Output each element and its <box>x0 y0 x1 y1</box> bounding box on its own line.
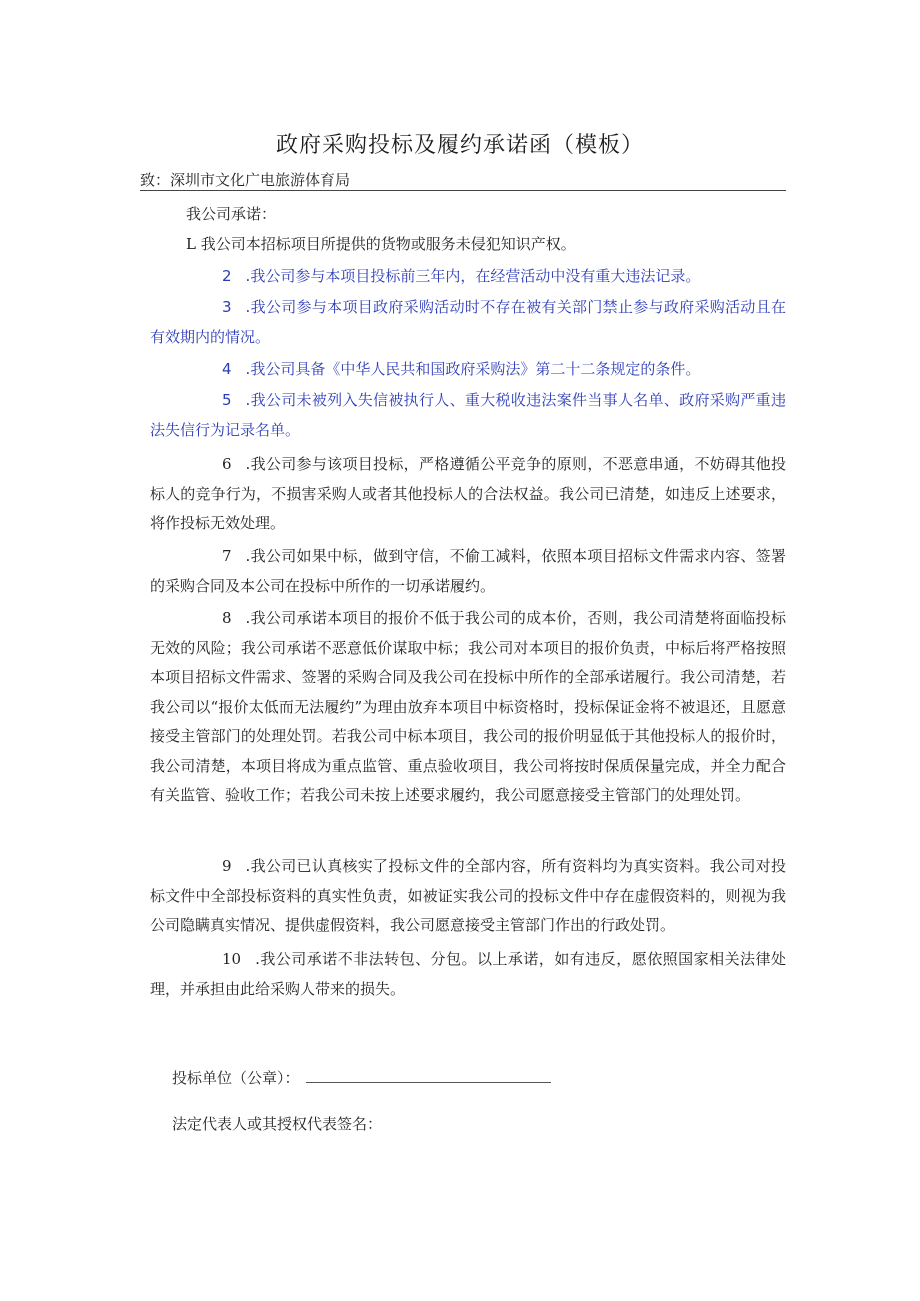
item-text: .我公司参与本项目投标前三年内，在经营活动中没有重大违法记录。 <box>245 267 701 285</box>
item-number: 7 <box>222 547 232 565</box>
list-item <box>150 945 786 1004</box>
item-number: 4 <box>222 360 232 378</box>
item-number: 3 <box>222 298 232 316</box>
list-item <box>150 852 786 941</box>
item-number: L <box>186 235 196 253</box>
representative-signature-label: 法定代表人或其授权代表签名： <box>172 1115 383 1133</box>
item-text: 我公司本招标项目所提供的货物或服务未侵犯知识产权。 <box>200 235 576 253</box>
item-number: 9 <box>222 857 232 875</box>
recipient-line: 致：深圳市文化广电旅游体育局 <box>140 170 786 191</box>
item-number: 6 <box>222 455 232 473</box>
bidder-seal-line <box>172 1067 551 1089</box>
item-number: 2 <box>222 267 232 285</box>
list-item <box>150 355 786 385</box>
item-text: .我公司参与本项目政府采购活动时不存在被有关部门禁止参与政府采购活动且在有效期内的情况。 <box>150 298 786 346</box>
list-item <box>150 386 786 445</box>
intro-text: 我公司承诺： <box>186 205 277 223</box>
item-number: 5 <box>222 391 232 409</box>
item-text: .我公司参与该项目投标，严格遵循公平竞争的原则，不恶意串通，不妨碍其他投标人的竞争行为，不损害采购人或者其他投标人的合法权益。我公司已清楚，如违反上述要求，将作投标无效处理。 <box>150 455 786 532</box>
item-number: 8 <box>222 609 232 627</box>
item-text: .我公司未被列入失信被执行人、重大税收违法案件当事人名单、政府采购严重违法失信行为记录名单。 <box>150 391 786 439</box>
list-item <box>150 293 786 352</box>
item-text: .我公司承诺不非法转包、分包。以上承诺，如有违反，愿依照国家相关法律处理，并承担由此给采购人带来的损失。 <box>150 950 786 998</box>
bidder-seal-blank[interactable] <box>306 1068 551 1083</box>
item-text: .我公司具备《中华人民共和国政府采购法》第二十二条规定的条件。 <box>245 360 701 378</box>
bidder-seal-label: 投标单位（公章）： <box>172 1069 300 1087</box>
item-text: .我公司承诺本项目的报价不低于我公司的成本价，否则，我公司清楚将面临投标无效的风险；我公司承诺不恶意低价谋取中标；我公司对本项目的报价负责，中标后将严格按照本项目招标文件需求、签署的采购合同及我公司在投标中所作的全部承诺履行。我公司清楚，若我公司以“报价太低而无法履约”为理由放弃本项目中标资格时，投标保证金将不被退还，且愿意接受主管部门的处理处罚。若我公司中标本项目，我公司的报价明显低于其他投标人的报价时，我公司清楚，本项目将成为重点监管、重点验收项目，我公司将按时保质保量完成，并全力配合有关监管、验收工作；若我公司未按上述要求履约，我公司愿意接受主管部门的处理处罚。 <box>150 609 786 804</box>
item-number: 10 <box>222 950 242 968</box>
item-text: .我公司已认真核实了投标文件的全部内容，所有资料均为真实资料。我公司对投标文件中全部投标资料的真实性负责，如被证实我公司的投标文件中存在虚假资料的，则视为我公司隐瞒真实情况、提供虚假资料，我公司愿意接受主管部门作出的行政处罚。 <box>150 857 786 934</box>
list-item <box>150 262 786 292</box>
document-title: 政府采购投标及履约承诺函（模板） <box>275 133 644 158</box>
representative-signature-line <box>172 1113 382 1135</box>
list-item <box>150 450 786 539</box>
item-text: .我公司如果中标，做到守信，不偷工减料，依照本项目招标文件需求内容、签署的采购合同及本公司在投标中所作的一切承诺履约。 <box>150 547 786 595</box>
list-item <box>150 542 786 601</box>
list-item <box>150 604 786 811</box>
list-item <box>150 230 786 260</box>
